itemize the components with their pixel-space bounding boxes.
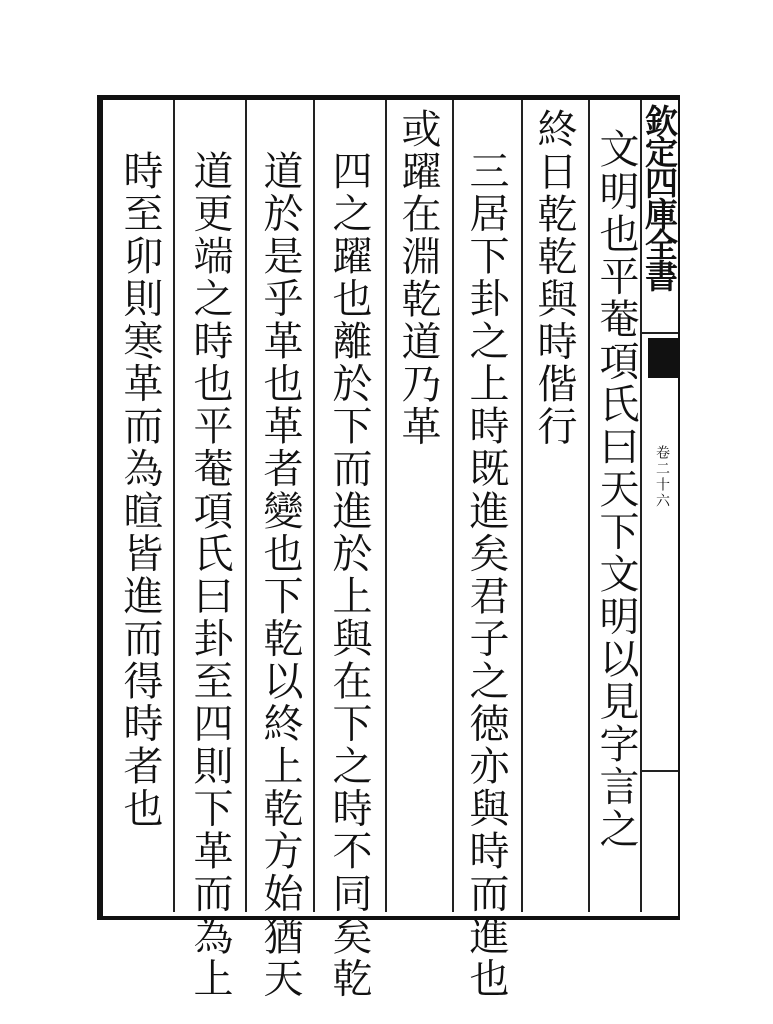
column-rule	[588, 100, 590, 912]
text-column: 或躍在淵乾道乃革	[395, 108, 441, 448]
fishtail-mark	[648, 338, 678, 378]
text-column: 道於是乎革也革者變也下乾以終上乾方始猶天	[257, 150, 303, 1000]
text-column: 時至卯則寒革而為暄皆進而得時者也	[117, 150, 163, 830]
text-column: 終日乾乾與時偕行	[531, 108, 577, 448]
gutter-divider	[640, 770, 678, 772]
column-rule	[452, 100, 454, 912]
book-title: 欽定四庫全書	[640, 104, 679, 290]
column-rule	[313, 100, 315, 912]
gutter-divider	[640, 332, 678, 334]
text-column: 四之躍也離於下而進於上與在下之時不同矣乾	[326, 150, 372, 1000]
text-column: 道更端之時也平菴項氏曰卦至四則下革而為上	[187, 150, 233, 1000]
page-gutter	[640, 100, 678, 912]
column-rule	[245, 100, 247, 912]
volume-label: 卷二十六	[654, 445, 670, 509]
text-column: 文明也平菴項氏曰天下文明以見字言之	[593, 128, 639, 851]
column-rule	[385, 100, 387, 912]
column-rule	[173, 100, 175, 912]
column-rule	[521, 100, 523, 912]
text-column: 三居下卦之上時既進矣君子之徳亦與時而進也	[463, 150, 509, 1000]
